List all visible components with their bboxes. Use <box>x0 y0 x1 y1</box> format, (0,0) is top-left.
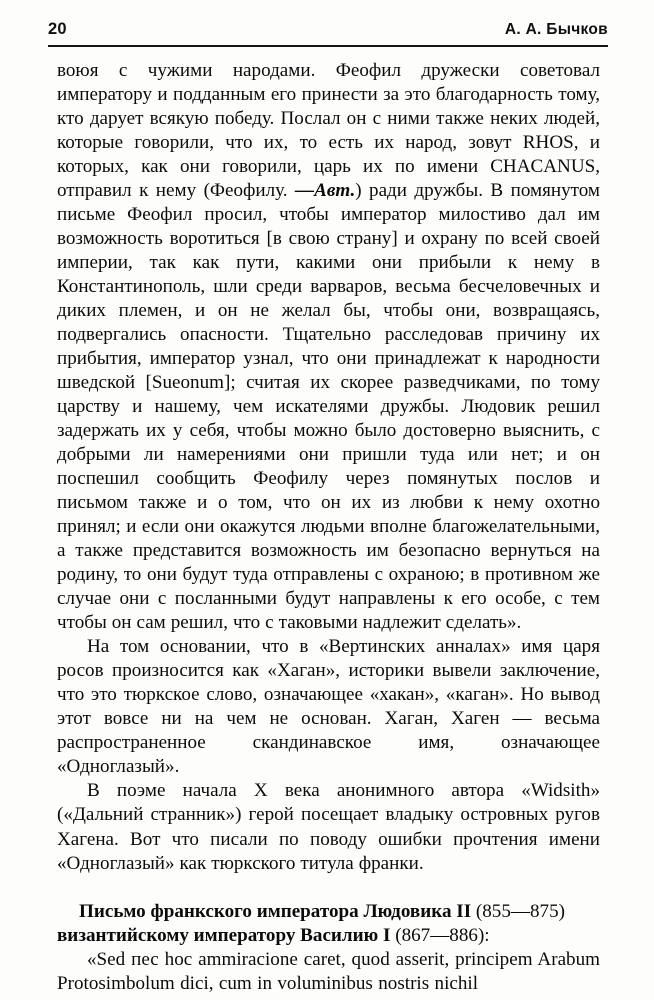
page-number: 20 <box>48 20 67 38</box>
section-heading-line-2-dates: (867—886): <box>390 924 490 946</box>
editorial-attribution-note: —Авт. <box>295 180 356 202</box>
section-heading-line-2 <box>57 924 600 948</box>
section-heading-line-2-bold: византийскому императору Василию I <box>57 924 391 946</box>
header-rule <box>48 45 608 47</box>
section-heading-line-1 <box>57 900 600 924</box>
paragraph-1-text-before-note: воюя с чужими народами. Феофил дружески советовал императору и подданным его принести за это благодарность тому, кто дарует всякую победу. Послал он с ними также неких людей, которые говорили, что их, то есть их народ, зовут RHOS, и которых, как они говорили, царь их по имени CHACANUS, отправил к нему (Феофилу. <box>57 60 600 202</box>
heading-spacer <box>57 876 600 900</box>
paragraph-bertinian-annals: На том основании, что в «Вертинских анналах» имя царя росов произносится как «Хаган», историки вывели заключение, что это тюркское слово, означающее «хакан», «каган». Но вывод этот вовсе ни на чем не основан. Хаган, Хаген — весьма распространенное скандинавское имя, означающее «Одноглазый». <box>57 636 600 778</box>
author-name: А. А. Бычков <box>504 21 608 38</box>
section-heading-line-1-dates: (855—875) <box>471 900 565 922</box>
section-heading-line-1-bold: Письмо франкского императора Людовика II <box>79 900 472 922</box>
text-column <box>57 59 600 996</box>
paragraph-widsith: В поэме начала X века анонимного автора «Widsith» («Дальний странник») герой посещает владыку островных ругов Хагена. Вот что писали по поводу ошибки прочтения имени «Одноглазый» как тюркского титула франки. <box>57 780 600 874</box>
paragraph-continuation <box>57 59 600 635</box>
running-head <box>48 20 608 44</box>
latin-quote-paragraph: «Sed пес hoc ammiracione caret, quod asserit, principem Arabum Protosimbolum dici, cum in voluminibus nostris nichil <box>57 948 600 994</box>
paragraph-1-text-after-note: ) ради дружбы. В помянутом письме Феофил просил, чтобы император милостиво дал им возможность воротиться [в свою страну] и охрану по всей своей империи, так как пути, какими они прибыли к нему в Константинополь, шли среди варваров, весьма бесчеловечных и диких племен, и он не желал бы, чтобы они, возвращаясь, подвергались опасности. Тщательно расследовав причину их прибытия, император узнал, что они принадлежат к народности шведской [Sueonum]; считая их скорее разведчиками, по тому царству и нашему, чем искателями дружбы. Людовик решил задержать их у себя, чтобы можно было достоверно выяснить, с добрыми ли намерениями они пришли туда или нет; и он поспешил сообщить Феофилу через помянутых послов и письмом также и о том, что он их из любви к нему охотно принял; и если они окажутся людьми вполне благожелательными, а также представится возможность им безопасно вернуться на родину, то они будут туда отправлены с охраною; в противном же случае они с посланными будут направлены к его особе, с тем чтобы он сам решил, что с таковыми надлежит сделать». <box>57 180 600 634</box>
